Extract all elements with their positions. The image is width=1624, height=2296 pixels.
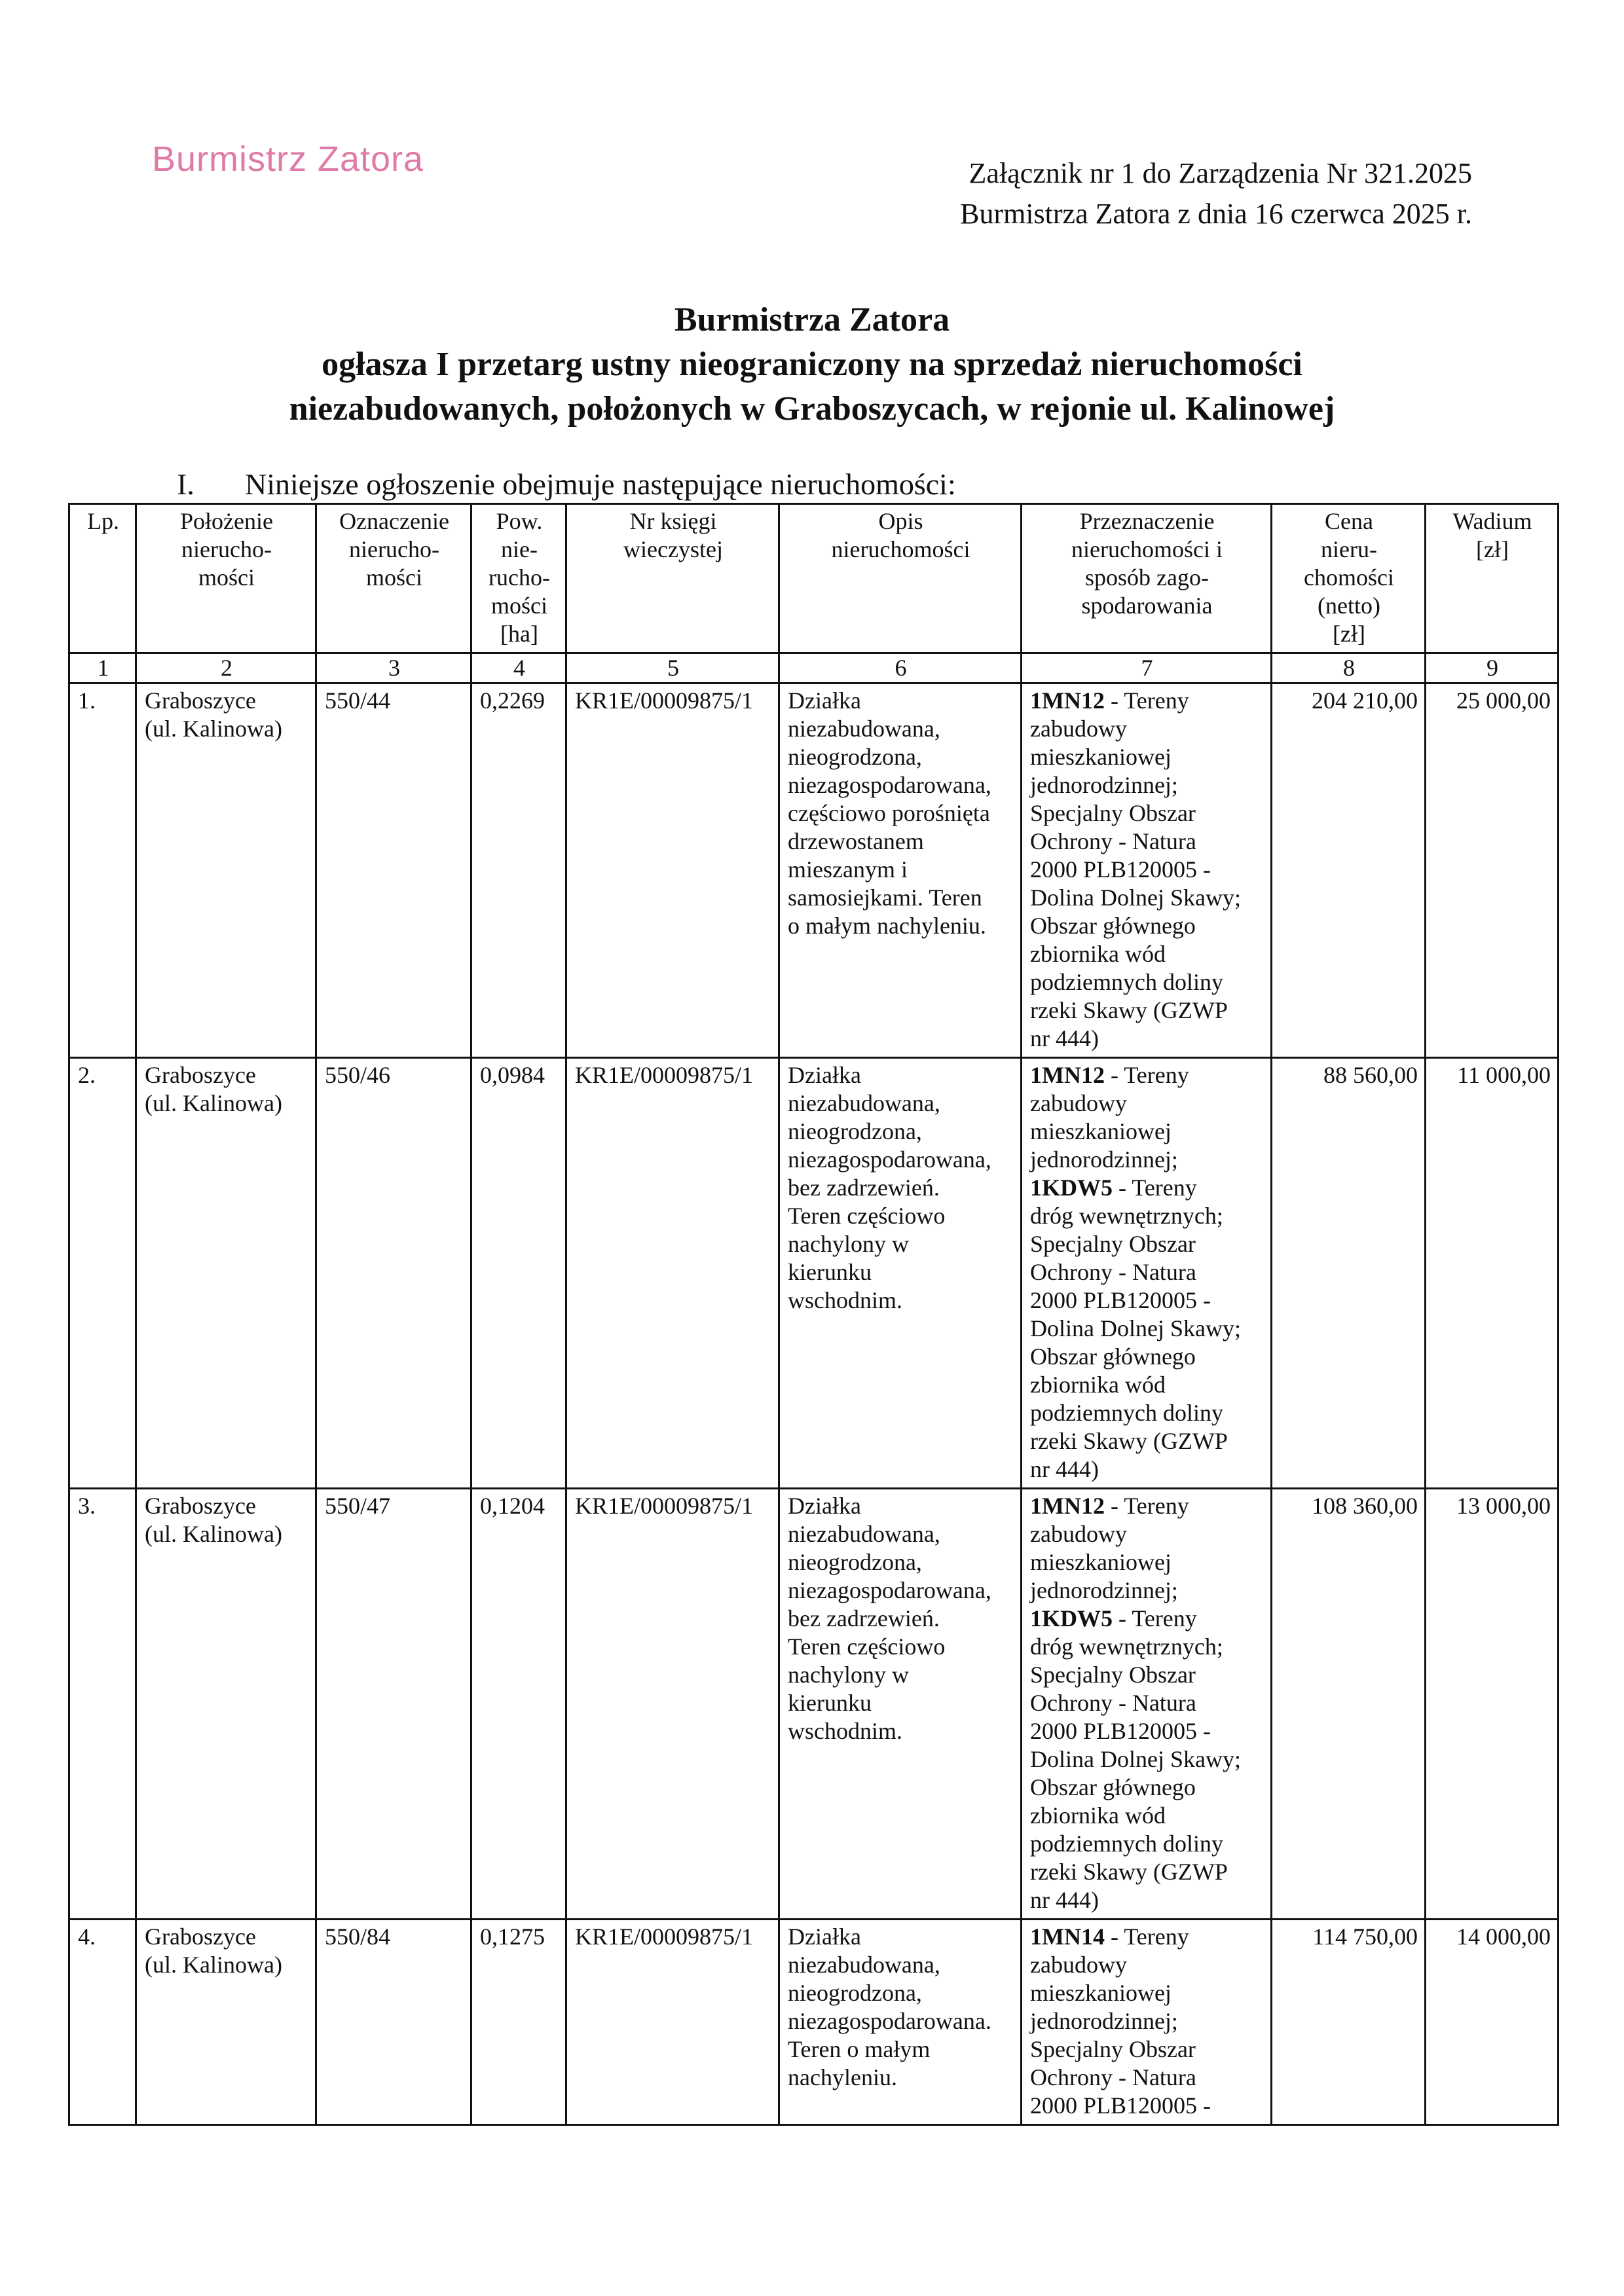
properties-table [68,503,1559,2126]
cell-purpose-line [1030,1858,1264,1886]
column-number: 7 [1022,653,1272,683]
zoning-code: 1MN12 [1030,1062,1105,1088]
cell-land-register: KR1E/00009875/1 [566,1058,779,1489]
column-header-8 [1272,504,1426,653]
column-header-line: Pow. [496,508,543,534]
column-number: 9 [1426,653,1559,683]
zoning-text: jednorodzinnej; [1030,772,1178,798]
column-header-line: sposób zago- [1085,564,1209,591]
cell-purpose-line [1030,1089,1264,1118]
column-number: 4 [471,653,566,683]
cell-description-line: wschodnim. [788,1287,902,1313]
cell-location [136,1058,316,1489]
cell-description-line: niezagospodarowana. [788,2008,991,2034]
cell-purpose-line [1030,1371,1264,1399]
column-number: 6 [779,653,1022,683]
cell-purpose-line [1030,1633,1264,1661]
cell-description-line: Działka [788,687,861,714]
zoning-text: zabudowy [1030,1521,1127,1547]
column-header-4 [471,504,566,653]
zoning-code: 1MN14 [1030,1923,1105,1950]
cell-lp: 2. [69,1058,136,1489]
zoning-text: rzeki Skawy (GZWP [1030,1428,1228,1454]
cell-purpose-line [1030,968,1264,996]
zoning-text: Dolina Dolnej Skawy; [1030,1315,1241,1341]
zoning-text: mieszkaniowej [1030,744,1172,770]
column-header-line: Opis [878,508,923,534]
table-body [69,683,1559,2125]
zoning-text: 2000 PLB120005 - [1030,856,1211,883]
zoning-text: dróg wewnętrznych; [1030,1203,1223,1229]
cell-purpose-line [1030,1745,1264,1774]
cell-purpose-line [1030,1174,1264,1202]
cell-purpose-line [1030,1548,1264,1576]
cell-purpose-line [1030,2007,1264,2035]
column-header-3 [316,504,471,653]
column-header-line: mości [491,592,547,619]
column-header-line: Położenie [180,508,273,534]
column-number: 2 [136,653,316,683]
annex-line-2: Burmistrza Zatora z dnia 16 czerwca 2025 r. [960,198,1472,230]
column-header-line: wieczystej [623,536,723,562]
cell-deposit: 14 000,00 [1426,1920,1559,2125]
cell-purpose-line [1030,1427,1264,1455]
zoning-text: podziemnych doliny [1030,969,1223,995]
zoning-text: - Tereny [1104,687,1189,714]
zoning-text: nr 444) [1030,1025,1099,1051]
zoning-text: Ochrony - Natura [1030,1690,1196,1716]
zoning-text: zbiornika wód [1030,1372,1166,1398]
zoning-text: Dolina Dolnej Skawy; [1030,884,1241,911]
zoning-text: mieszkaniowej [1030,1980,1172,2006]
cell-purpose-line [1030,1802,1264,1830]
cell-purpose-line [1030,1025,1264,1053]
cell-purpose-line [1030,1202,1264,1230]
zoning-text: 2000 PLB120005 - [1030,2092,1211,2119]
column-header-7 [1022,504,1272,653]
zoning-text: jednorodzinnej; [1030,1577,1178,1603]
cell-location [136,683,316,1058]
document-heading [0,298,1624,431]
heading-line-3: niezabudowanych, położonych w Graboszycach, w rejonie ul. Kalinowej [289,390,1335,428]
cell-deposit: 25 000,00 [1426,683,1559,1058]
zoning-text: zabudowy [1030,716,1127,742]
column-header-line: nierucho- [181,536,272,562]
cell-price: 88 560,00 [1272,1058,1426,1489]
cell-description-line: Działka [788,1493,861,1519]
cell-purpose-line [1030,1520,1264,1548]
zoning-text: - Tereny [1104,1923,1189,1950]
cell-price: 108 360,00 [1272,1489,1426,1920]
zoning-text: 2000 PLB120005 - [1030,1718,1211,1744]
cell-lp: 3. [69,1489,136,1920]
column-header-line: [ha] [500,621,538,647]
cell-purpose-line [1030,996,1264,1025]
column-header-line: nie- [501,536,538,562]
zoning-text: zabudowy [1030,1090,1127,1116]
cell-designation: 550/47 [316,1489,471,1920]
column-header-line: nierucho- [349,536,439,562]
column-header-line: [zł] [1333,621,1365,647]
cell-purpose-line [1030,1661,1264,1689]
zoning-text: Ochrony - Natura [1030,1259,1196,1285]
cell-purpose-line [1030,1118,1264,1146]
cell-description-line: nieogrodzona, [788,1980,922,2006]
cell-description [779,1058,1022,1489]
column-number: 5 [566,653,779,683]
zoning-text: dróg wewnętrznych; [1030,1633,1223,1660]
column-header-line: nieruchomości [831,536,970,562]
zoning-code: 1KDW5 [1030,1605,1113,1631]
zoning-text: Ochrony - Natura [1030,828,1196,854]
cell-purpose [1022,683,1272,1058]
cell-location-line: (ul. Kalinowa) [145,1521,282,1547]
column-header-line: Cena [1325,508,1373,534]
cell-description [779,683,1022,1058]
zoning-text: rzeki Skawy (GZWP [1030,997,1228,1023]
cell-description-line: o małym nachyleniu. [788,913,986,939]
cell-purpose-line [1030,1230,1264,1258]
cell-purpose-line [1030,2064,1264,2092]
cell-land-register: KR1E/00009875/1 [566,1489,779,1920]
column-number: 1 [69,653,136,683]
cell-purpose-line [1030,940,1264,968]
zoning-text: nr 444) [1030,1887,1099,1913]
cell-description-line: nachylony w [788,1231,909,1257]
cell-location-line: Graboszyce [145,1062,256,1088]
column-number: 8 [1272,653,1426,683]
cell-purpose-line [1030,1830,1264,1858]
annex-line-1: Załącznik nr 1 do Zarządzenia Nr 321.2025 [969,157,1472,189]
cell-purpose-line [1030,1061,1264,1089]
cell-land-register: KR1E/00009875/1 [566,683,779,1058]
annex-reference [960,153,1472,234]
table-row [69,1058,1559,1489]
cell-price: 204 210,00 [1272,683,1426,1058]
column-header-6 [779,504,1022,653]
cell-description-line: bez zadrzewień. [788,1175,940,1201]
zoning-code: 1MN12 [1030,1493,1105,1519]
cell-description-line: kierunku [788,1259,872,1285]
cell-purpose-line [1030,1146,1264,1174]
cell-description-line: niezagospodarowana, [788,1146,991,1173]
cell-designation: 550/84 [316,1920,471,2125]
cell-purpose-line [1030,912,1264,940]
heading-line-1: Burmistrza Zatora [674,301,950,338]
column-header-line: Przeznaczenie [1079,508,1215,534]
cell-purpose-line [1030,1286,1264,1315]
cell-purpose-line [1030,1979,1264,2007]
column-header-line: [zł] [1476,536,1509,562]
zoning-text: mieszkaniowej [1030,1549,1172,1575]
column-header-line: spodarowania [1081,592,1213,619]
zoning-text: zbiornika wód [1030,941,1166,967]
cell-area: 0,1204 [471,1489,566,1920]
cell-deposit: 11 000,00 [1426,1058,1559,1489]
cell-designation: 550/46 [316,1058,471,1489]
cell-lp: 4. [69,1920,136,2125]
zoning-text: Specjalny Obszar [1030,1231,1196,1257]
table-row [69,1489,1559,1920]
cell-description-line: wschodnim. [788,1718,902,1744]
zoning-text: - Tereny [1104,1493,1189,1519]
cell-location [136,1920,316,2125]
cell-description-line: Teren częściowo [788,1633,946,1660]
cell-purpose [1022,1489,1272,1920]
cell-purpose-line [1030,1605,1264,1633]
table-header-row [69,504,1559,653]
cell-description-line: mieszanym i [788,856,908,883]
cell-purpose-line [1030,1399,1264,1427]
cell-price: 114 750,00 [1272,1920,1426,2125]
cell-purpose-line [1030,828,1264,856]
cell-description-line: niezagospodarowana, [788,772,991,798]
cell-description-line: nieogrodzona, [788,1549,922,1575]
zoning-text: zabudowy [1030,1952,1127,1978]
cell-purpose [1022,1920,1272,2125]
column-header-line: (netto) [1318,592,1380,619]
cell-purpose-line [1030,1717,1264,1745]
cell-purpose-line [1030,715,1264,743]
cell-area: 0,0984 [471,1058,566,1489]
section-text: Niniejsze ogłoszenie obejmuje następujące nieruchomości: [245,467,956,501]
column-number-row [69,653,1559,683]
cell-description-line: Działka [788,1923,861,1950]
zoning-text: rzeki Skawy (GZWP [1030,1859,1228,1885]
cell-location-line: (ul. Kalinowa) [145,1090,282,1116]
column-header-line: nieru- [1321,536,1377,562]
cell-description-line: niezagospodarowana, [788,1577,991,1603]
cell-purpose-line [1030,1315,1264,1343]
zoning-text: Specjalny Obszar [1030,800,1196,826]
cell-purpose-line [1030,2092,1264,2120]
cell-description-line: Teren o małym [788,2036,931,2062]
column-header-line: rucho- [489,564,550,591]
cell-purpose-line [1030,1923,1264,1951]
cell-description-line: drzewostanem [788,828,924,854]
table-row [69,1920,1559,2125]
zoning-text: Specjalny Obszar [1030,1662,1196,1688]
column-header-line: Lp. [87,508,119,534]
column-header-2 [136,504,316,653]
cell-description [779,1489,1022,1920]
cell-description-line: nieogrodzona, [788,744,922,770]
cell-designation: 550/44 [316,683,471,1058]
cell-area: 0,2269 [471,683,566,1058]
column-header-9 [1426,504,1559,653]
column-header-line: Wadium [1452,508,1532,534]
zoning-text: nr 444) [1030,1456,1099,1482]
cell-purpose-line [1030,687,1264,715]
cell-purpose-line [1030,856,1264,884]
cell-description-line: nachyleniu. [788,2064,897,2090]
cell-description-line: częściowo porośnięta [788,800,990,826]
column-header-line: Nr księgi [629,508,717,534]
zoning-text: podziemnych doliny [1030,1400,1223,1426]
zoning-text: Obszar głównego [1030,1774,1196,1800]
zoning-text: Ochrony - Natura [1030,2064,1196,2090]
cell-purpose-line [1030,1576,1264,1605]
section-number: I. [177,467,194,501]
column-header-line: mości [366,564,422,591]
column-header-1 [69,504,136,653]
cell-purpose [1022,1058,1272,1489]
cell-description-line: samosiejkami. Teren [788,884,982,911]
cell-description [779,1920,1022,2125]
cell-purpose-line [1030,771,1264,799]
cell-purpose-line [1030,1258,1264,1286]
zoning-text: jednorodzinnej; [1030,2008,1178,2034]
cell-description-line: Działka [788,1062,861,1088]
cell-purpose-line [1030,1951,1264,1979]
zoning-text: Obszar głównego [1030,1343,1196,1370]
section-title [177,466,956,503]
cell-description-line: bez zadrzewień. [788,1605,940,1631]
zoning-text: - Tereny [1113,1175,1197,1201]
cell-purpose-line [1030,1689,1264,1717]
cell-purpose-line [1030,1492,1264,1520]
cell-location-line: (ul. Kalinowa) [145,716,282,742]
column-header-line: Oznaczenie [339,508,449,534]
column-header-line: mości [198,564,255,591]
cell-description-line: nachylony w [788,1662,909,1688]
cell-description-line: kierunku [788,1690,872,1716]
zoning-code: 1KDW5 [1030,1175,1113,1201]
cell-purpose-line [1030,743,1264,771]
table-row [69,683,1559,1058]
zoning-text: Obszar głównego [1030,913,1196,939]
column-header-5 [566,504,779,653]
cell-lp: 1. [69,683,136,1058]
zoning-code: 1MN12 [1030,687,1105,714]
heading-line-2: ogłasza I przetarg ustny nieograniczony na sprzedaż nieruchomości [322,346,1302,383]
cell-deposit: 13 000,00 [1426,1489,1559,1920]
zoning-text: jednorodzinnej; [1030,1146,1178,1173]
zoning-text: mieszkaniowej [1030,1118,1172,1144]
cell-purpose-line [1030,1886,1264,1914]
zoning-text: 2000 PLB120005 - [1030,1287,1211,1313]
column-number: 3 [316,653,471,683]
cell-purpose-line [1030,1343,1264,1371]
cell-description-line: niezabudowana, [788,1952,940,1978]
cell-purpose-line [1030,1455,1264,1484]
zoning-text: Dolina Dolnej Skawy; [1030,1746,1241,1772]
column-header-line: nieruchomości i [1071,536,1223,562]
cell-purpose-line [1030,2035,1264,2064]
cell-area: 0,1275 [471,1920,566,2125]
cell-purpose-line [1030,799,1264,828]
cell-description-line: niezabudowana, [788,1090,940,1116]
cell-purpose-line [1030,1774,1264,1802]
zoning-text: - Tereny [1113,1605,1197,1631]
cell-purpose-line [1030,884,1264,912]
cell-location-line: Graboszyce [145,1493,256,1519]
cell-land-register: KR1E/00009875/1 [566,1920,779,2125]
zoning-text: podziemnych doliny [1030,1831,1223,1857]
cell-description-line: nieogrodzona, [788,1118,922,1144]
cell-description-line: niezabudowana, [788,716,940,742]
cell-location-line: Graboszyce [145,687,256,714]
zoning-text: - Tereny [1104,1062,1189,1088]
issuer-stamp: Burmistrz Zatora [152,139,424,179]
zoning-text: Specjalny Obszar [1030,2036,1196,2062]
cell-description-line: Teren częściowo [788,1203,946,1229]
column-header-line: chomości [1304,564,1394,591]
cell-location-line: Graboszyce [145,1923,256,1950]
cell-location [136,1489,316,1920]
cell-location-line: (ul. Kalinowa) [145,1952,282,1978]
zoning-text: zbiornika wód [1030,1802,1166,1829]
cell-description-line: niezabudowana, [788,1521,940,1547]
